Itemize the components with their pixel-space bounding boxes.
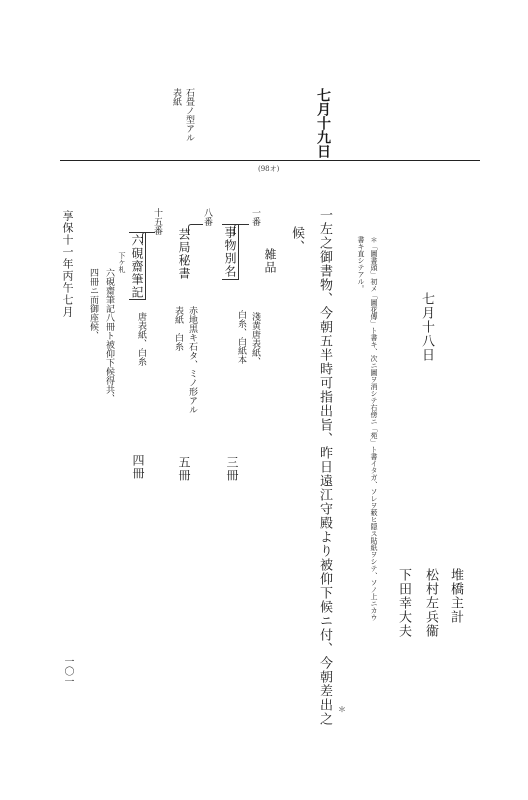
body-line-1: 一左之御書物、今朝五半時可指出旨、昨日遠江守殿より被仰下候ニ付、今朝差出之 — [317, 208, 332, 726]
sub-note-line-2: 四冊ニ而御座候、 — [88, 268, 98, 340]
body-line-2: 候、 — [289, 226, 304, 254]
item1-number: 一番 — [250, 208, 260, 226]
section-divider — [60, 160, 480, 161]
item2-desc-2: 表紙 白糸 — [173, 306, 183, 351]
sub-note-label: 下ケ札 — [118, 252, 126, 273]
item1-title: 事物別名 — [223, 226, 237, 278]
page-number: 一〇一 — [62, 656, 73, 686]
upper-note-line2: 表紙 — [171, 88, 181, 106]
upper-date-heading: 七月十九日 — [315, 88, 331, 158]
item1-desc-2: 白糸、白紙本 — [236, 310, 246, 364]
body-footnote-mark: ＊ — [338, 705, 346, 714]
item3-number: 十五番 — [152, 208, 162, 235]
date-line: 享保十一年丙午七月 — [61, 210, 74, 318]
item3-desc: 唐表紙、白糸 — [136, 312, 146, 366]
item3-quantity: 四冊 — [131, 454, 145, 480]
header-name-2: 松村左兵衞 — [423, 568, 438, 638]
item2-number: 八番 — [202, 208, 212, 226]
item2-desc-1: 赤地黒キ石タ、ミノ形アル — [187, 306, 197, 414]
upper-note-line1: 石畳ノ型アル — [184, 88, 194, 142]
item2-title: 芸局秘書 — [177, 228, 191, 280]
footnote-line2: 書キ直シテアル。 — [357, 236, 365, 292]
page-marker: (98オ) — [258, 165, 280, 173]
item1-quantity: 三冊 — [225, 456, 239, 482]
item1-desc-1: 淺黄唐表紙、 — [250, 312, 260, 366]
item3-title: 六硯齋筆記 — [130, 234, 144, 299]
footnote-line1: ＊「圖書頭」初メ「圖花傳」ト書キ、次ニ圖ヲ消シテ右傍ニ「苑」ト書イタガ、ソレヲ薮ヒ隠ス貼紙ヲシテ、ソノ上ニカウ — [370, 236, 378, 621]
item2-quantity: 五冊 — [177, 456, 191, 482]
section-label-zappin: 雑品 — [263, 248, 277, 274]
header-name-1: 堆橋主計 — [448, 568, 463, 624]
header-date: 七月十八日 — [419, 292, 434, 362]
header-name-3: 下田幸大夫 — [396, 568, 411, 638]
sub-note-line-1: 六硯齋筆記八冊ト被仰下候得共、 — [104, 268, 114, 403]
